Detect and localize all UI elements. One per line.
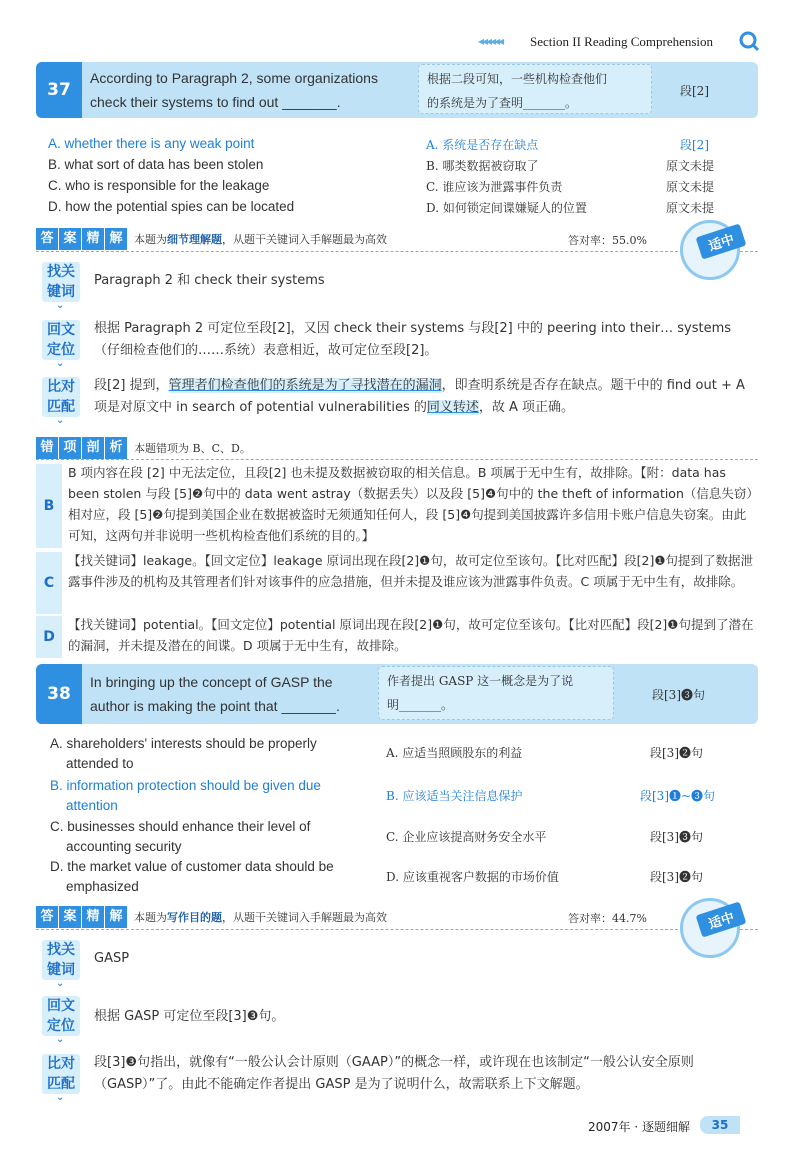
- answer-analysis-desc: 本题为细节理解题，从题干关键词入手解题最为高效: [134, 233, 387, 246]
- step-locate-text: 根据 Paragraph 2 可定位至段[2]，又因 check their systems 与段[2] 中的 peering into their… systems（仔细检查他们的……系统）表意相近，故可定位至段[2]。: [94, 321, 732, 358]
- option-a: A. shareholders' interests should be properly attended to: [50, 736, 317, 771]
- page-footer: [0, 1116, 800, 1136]
- option-b-translation: B. 应该适当关注信息保护: [386, 789, 523, 803]
- search-q-icon: [738, 30, 760, 52]
- option-d: D. the market value of customer data should be emphasized: [50, 859, 334, 894]
- question-stem-translation: 根据二段可知，一些机构检查他们 的系统是为了查明_______。: [418, 64, 652, 114]
- step-keyword-text: Paragraph 2 和 check their systems: [94, 273, 325, 288]
- wrong-option-letter: D: [36, 616, 62, 658]
- answer-analysis-heading: 答 案 精 解 本题为写作目的题，从题干关键词入手解题最为高效: [36, 906, 387, 928]
- step-keyword-label: 找关 键词 ⌄: [42, 262, 80, 302]
- wrong-option-analysis: 【找关键词】leakage。【回文定位】leakage 原词出现在段[2]❶句，故可定位至该句。【比对匹配】段[2]❶句提到了数据泄露事件涉及的机构及其管理者们针对该事件的应急措施，但并未提及谁应该为泄露事件负责。C 项属于无中生有，故排除。: [68, 553, 754, 589]
- option-d-translation: D. 应该重视客户数据的市场价值: [386, 870, 559, 884]
- arrow-decoration: ◂◂◂◂◂◂: [478, 34, 503, 48]
- step-locate-text: 根据 GASP 可定位至段[3]❸句。: [94, 1009, 285, 1024]
- step-locate-label: 回文 定位 ⌄: [42, 320, 80, 360]
- step-keyword-label: 找关 键词 ⌄: [42, 940, 80, 980]
- question-number: 38: [36, 664, 82, 724]
- divider: [36, 251, 758, 252]
- option-a-reference: 段[3]❷句: [650, 746, 703, 760]
- option-a-translation: A. 应适当照顾股东的利益: [386, 746, 523, 760]
- step-locate-label: 回文 定位 ⌄: [42, 996, 80, 1036]
- answer-analysis-desc: 本题为写作目的题，从题干关键词入手解题最为高效: [134, 911, 387, 924]
- question-stem-line2: author is making the point that _______.: [90, 698, 340, 714]
- difficulty-badge: 适中: [680, 220, 760, 280]
- option-d: D. how the potential spies can be located: [48, 199, 295, 214]
- question-stem-line1: According to Paragraph 2, some organizations: [90, 70, 378, 86]
- option-c-translation: C. 企业应该提高财务安全水平: [386, 830, 547, 844]
- option-a: A. whether there is any weak point: [48, 136, 255, 151]
- option-c-reference: 段[3]❸句: [650, 830, 703, 844]
- question-38-bar: [36, 664, 758, 724]
- option-d-reference: 原文未提: [666, 201, 715, 215]
- option-b-reference: 原文未提: [666, 159, 715, 173]
- correct-rate: 答对率：44.7%: [568, 912, 647, 925]
- page-number: 35: [700, 1116, 740, 1134]
- step-match-label: 比对 匹配 ⌄: [42, 1054, 80, 1094]
- divider: [36, 929, 758, 930]
- option-b: B. information protection should be given due attention: [50, 778, 321, 813]
- footer-text: 2007年 · 逐题细解: [588, 1120, 690, 1134]
- option-a-reference: 段[2]: [680, 138, 709, 152]
- option-a-translation: A. 系统是否存在缺点: [426, 138, 539, 152]
- step-match-text: 段[3]❸句指出，就像有“一般公认会计原则（GAAP）”的概念一样，或许现在也该制定“一般公认安全原则（GASP）”了。由此不能确定作者提出 GASP 是为了说明什么，故需联系上下文解题。: [94, 1055, 694, 1092]
- step-match-label: 比对 匹配 ⌄: [42, 377, 80, 417]
- question-stem-line1: In bringing up the concept of GASP the: [90, 674, 333, 690]
- step-keyword-text: GASP: [94, 951, 130, 966]
- step-match-text: 段[2] 提到，管理者们检查他们的系统是为了寻找潜在的漏洞，即查明系统是否存在缺点。题干中的 find out + A 项是对原文中 in search of potential vulnerabilities 的同义转述，故 A 项正确。: [94, 378, 745, 415]
- option-c: C. who is responsible for the leakage: [48, 178, 270, 193]
- divider: [36, 459, 758, 460]
- option-c: C. businesses should enhance their level of accounting security: [50, 819, 311, 854]
- option-d-translation: D. 如何锁定间谍嫌疑人的位置: [426, 201, 587, 215]
- section-title: Section II Reading Comprehension: [530, 34, 714, 49]
- question-number: 37: [36, 62, 82, 118]
- option-b: B. what sort of data has been stolen: [48, 157, 264, 172]
- question-reference: 段[3]❸句: [652, 688, 705, 702]
- running-header: [0, 30, 800, 58]
- option-b-translation: B. 哪类数据被窃取了: [426, 159, 539, 173]
- wrong-options-heading: 错 项 剖 析 本题错项为 B、C、D。: [36, 437, 251, 459]
- correct-rate: 答对率：55.0%: [568, 234, 647, 247]
- option-c-reference: 原文未提: [666, 180, 715, 194]
- option-d-reference: 段[3]❷句: [650, 870, 703, 884]
- question-37-bar: [36, 62, 758, 118]
- difficulty-badge: 适中: [680, 898, 760, 958]
- question-reference: 段[2]: [680, 84, 709, 98]
- question-stem-line2: check their systems to find out _______.: [90, 94, 341, 110]
- wrong-option-letter: B: [36, 464, 62, 548]
- option-c-translation: C. 谁应该为泄露事件负责: [426, 180, 563, 194]
- option-b-reference: 段[3]❶~❸句: [640, 789, 716, 803]
- wrong-option-analysis: B 项内容在段 [2] 中无法定位，且段[2] 也未提及数据被窃取的相关信息。B 项属于无中生有，故排除。【附：data has been stolen 与段 [5]❷句中的 data went astray（数据丢失）以及段 [5]❹句中的 the theft of information（信息失窃）相对应，段 [5]❷句提到美国企业在数据被盗时无须通知任何人，段 [5]❹句提到美国披露许多信用卡账户信息失窃案。由此可知，这两句并非说明一些机构检查他们系统的目的。】: [68, 465, 753, 543]
- wrong-option-analysis: 【找关键词】potential。【回文定位】potential 原词出现在段[2]❶句，故可定位至该句。【比对匹配】段[2]❶句提到了潜在的漏洞，并未提及潜在的间谍。D 项属于无中生有，故排除。: [68, 617, 754, 653]
- question-stem-translation: 作者提出 GASP 这一概念是为了说 明_______。: [378, 666, 614, 720]
- wrong-option-letter: C: [36, 552, 62, 614]
- answer-analysis-heading: 答 案 精 解 本题为细节理解题，从题干关键词入手解题最为高效: [36, 228, 387, 250]
